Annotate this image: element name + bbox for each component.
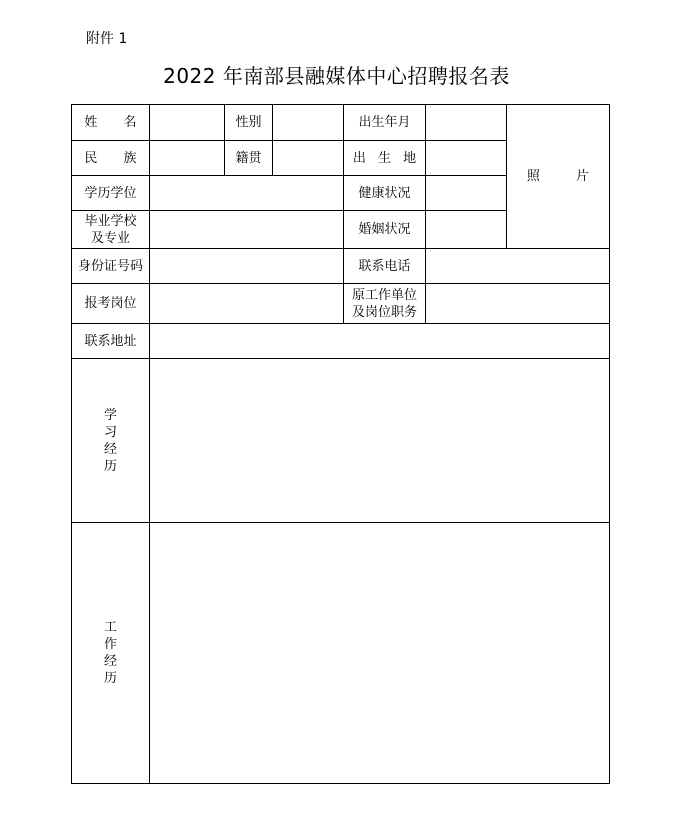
birth-date-label: 出生年月 bbox=[344, 105, 426, 141]
former-work-field[interactable] bbox=[426, 284, 610, 324]
native-place-label: 籍贯 bbox=[225, 141, 273, 176]
school-major-label: 毕业学校 及专业 bbox=[72, 211, 150, 249]
birthplace-field[interactable] bbox=[426, 141, 507, 176]
address-field[interactable] bbox=[150, 324, 610, 359]
photo-label: 照 片 bbox=[526, 169, 606, 184]
work-history-label: 工 作 经 历 bbox=[72, 523, 150, 784]
birth-date-field[interactable] bbox=[426, 105, 507, 141]
marital-label: 婚姻状况 bbox=[344, 211, 426, 249]
ethnicity-field[interactable] bbox=[150, 141, 225, 176]
name-label: 姓 名 bbox=[72, 105, 150, 141]
marital-field[interactable] bbox=[426, 211, 507, 249]
attachment-label: 附件 1 bbox=[86, 31, 128, 47]
gender-field[interactable] bbox=[273, 105, 344, 141]
former-work-label: 原工作单位 及岗位职务 bbox=[344, 284, 426, 324]
ethnicity-label: 民 族 bbox=[72, 141, 150, 176]
health-field[interactable] bbox=[426, 176, 507, 211]
gender-label: 性别 bbox=[225, 105, 273, 141]
id-number-label: 身份证号码 bbox=[72, 249, 150, 284]
study-history-label: 学 习 经 历 bbox=[72, 359, 150, 523]
position-field[interactable] bbox=[150, 284, 344, 324]
education-field[interactable] bbox=[150, 176, 344, 211]
phone-label: 联系电话 bbox=[344, 249, 426, 284]
position-label: 报考岗位 bbox=[72, 284, 150, 324]
photo-box[interactable] bbox=[507, 105, 610, 249]
health-label: 健康状况 bbox=[344, 176, 426, 211]
study-history-field[interactable] bbox=[150, 359, 610, 523]
address-label: 联系地址 bbox=[72, 324, 150, 359]
school-major-field[interactable] bbox=[150, 211, 344, 249]
name-field[interactable] bbox=[150, 105, 225, 141]
native-place-field[interactable] bbox=[273, 141, 344, 176]
phone-field[interactable] bbox=[426, 249, 610, 284]
birthplace-label: 出 生 地 bbox=[344, 141, 426, 176]
form-title: 2022 年南部县融媒体中心招聘报名表 bbox=[163, 64, 510, 88]
id-number-field[interactable] bbox=[150, 249, 344, 284]
work-history-field[interactable] bbox=[150, 523, 610, 784]
registration-form-table bbox=[71, 104, 610, 784]
education-label: 学历学位 bbox=[72, 176, 150, 211]
